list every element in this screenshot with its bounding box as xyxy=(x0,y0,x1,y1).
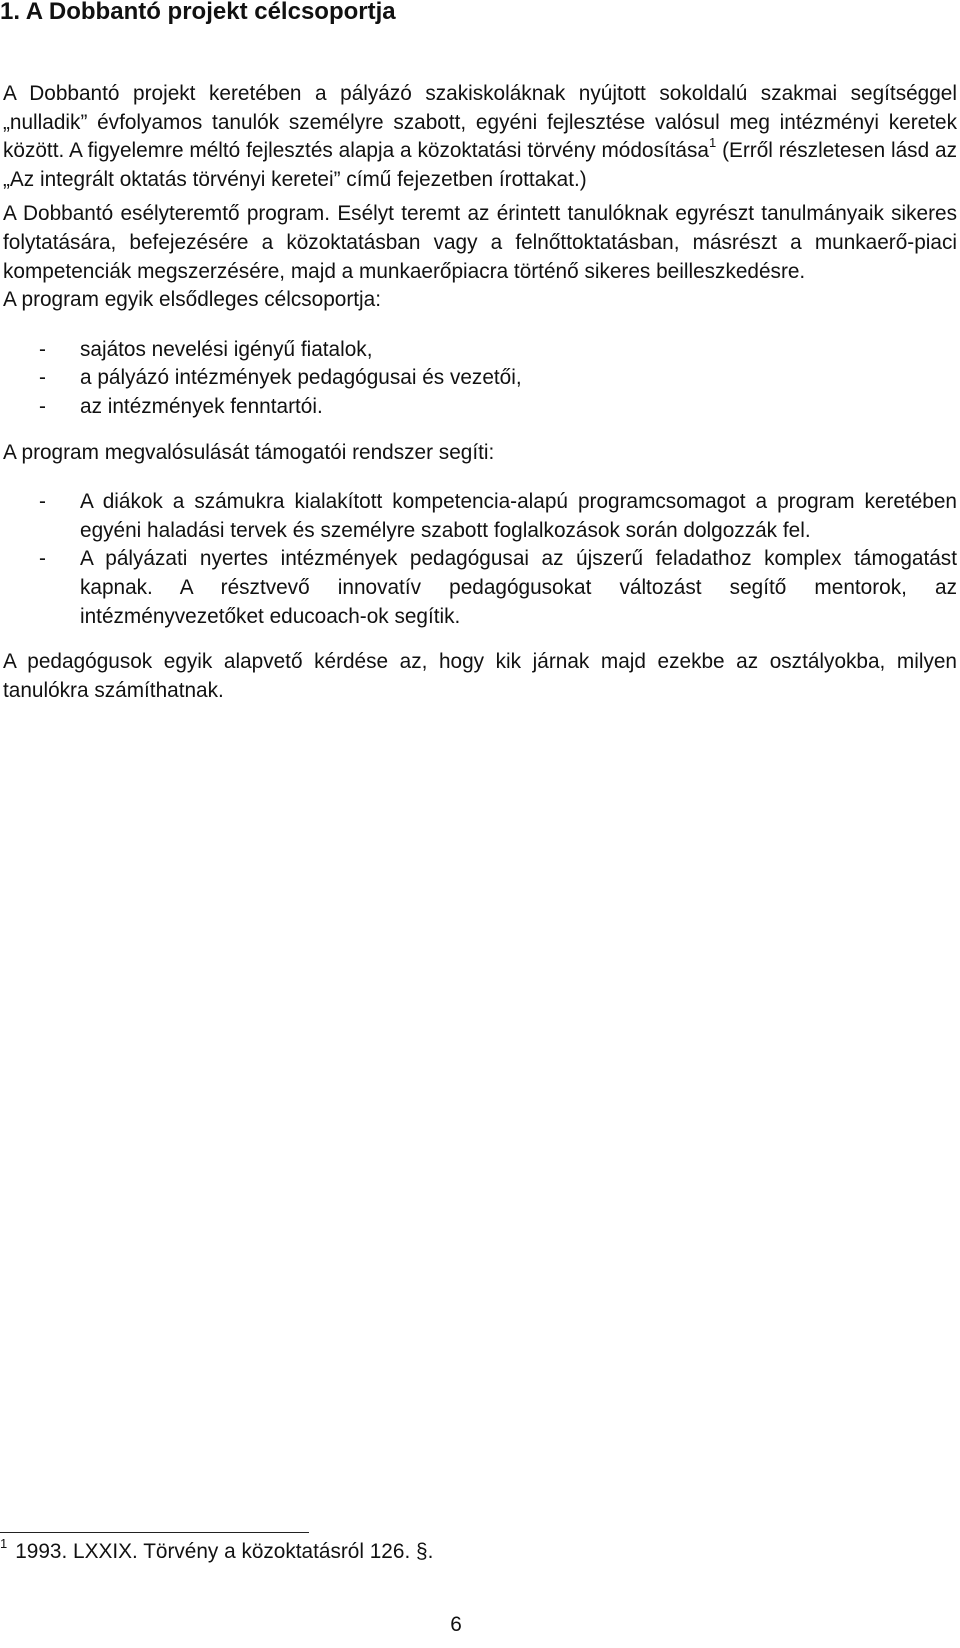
paragraph-intro-text: A Dobbantó projekt keretében a pályázó szakiskoláknak nyújtott sokoldalú szakmai segítséggel „nulladik” évfolyamos tanulók személyre szabott, egyéni fejlesztése valósul meg intézményi keretek között. A figyelemre méltó fejlesztés alapja a közoktatási törvény módosítása xyxy=(3,82,957,163)
footnote-number: 1 xyxy=(0,1536,8,1551)
dash-bullet: - xyxy=(39,547,46,571)
list-item xyxy=(3,488,957,545)
list-item xyxy=(3,364,957,393)
paragraph-intro xyxy=(3,80,957,194)
target-group-list xyxy=(3,336,957,422)
list-item-text: az intézmények fenntartói. xyxy=(80,394,323,418)
footnote xyxy=(0,1538,433,1566)
list-item xyxy=(3,393,957,422)
footnote-reference[interactable]: 1 xyxy=(708,135,717,151)
list-item xyxy=(3,545,957,631)
paragraph-program: A Dobbantó esélyteremtő program. Esélyt teremt az érintett tanulóknak egyrészt tanulmányaik sikeres folytatására, befejezésére a közoktatásban vagy a felnőttoktatásban, másrészt a munkaerő-piaci kompetenciák megszerzésére, majd a munkaerőpiacra történő sikeres beilleszkedésre. xyxy=(3,202,957,283)
support-list xyxy=(3,488,957,631)
paragraph-question: A pedagógusok egyik alapvető kérdése az, hogy kik járnak majd ezekbe az osztályokba, milyen tanulókra számíthatnak. xyxy=(3,650,957,702)
list-item xyxy=(3,336,957,365)
dash-bullet: - xyxy=(39,490,46,514)
dash-bullet: - xyxy=(39,366,46,390)
paragraph-target-intro: A program egyik elsődleges célcsoportja: xyxy=(3,288,382,312)
list-item-text: a pályázó intézmények pedagógusai és vezetői, xyxy=(80,366,522,390)
section-heading: 1. A Dobbantó projekt célcsoportja xyxy=(0,0,396,25)
list-item-text: A pályázati nyertes intézmények pedagógusai az újszerű feladathoz komplex támogatást kapnak. A résztvevő innovatív pedagógusokat változást segítő mentorok, az intézményvezetőket educoach-ok segítik. xyxy=(80,547,957,628)
footnote-separator xyxy=(0,1532,309,1533)
dash-bullet: - xyxy=(39,337,46,361)
body-text xyxy=(3,80,957,705)
paragraph-support-intro: A program megvalósulását támogatói rendszer segíti: xyxy=(3,440,495,464)
list-item-text: sajátos nevelési igényű fiatalok, xyxy=(80,337,373,361)
page-number: 6 xyxy=(450,1613,462,1636)
dash-bullet: - xyxy=(39,394,46,418)
paragraph-intro-tail: (Erről részletesen lásd az „Az integrált oktatás törvényi keretei” című fejezetben írottakat.) xyxy=(3,139,957,191)
list-item-text: A diákok a számukra kialakított kompetencia-alapú programcsomagot a program keretében egyéni haladási tervek és személyre szabott foglalkozások során dolgozzák fel. xyxy=(80,490,957,542)
footnote-text: 1993. LXXIX. Törvény a közoktatásról 126. §. xyxy=(15,1540,434,1563)
